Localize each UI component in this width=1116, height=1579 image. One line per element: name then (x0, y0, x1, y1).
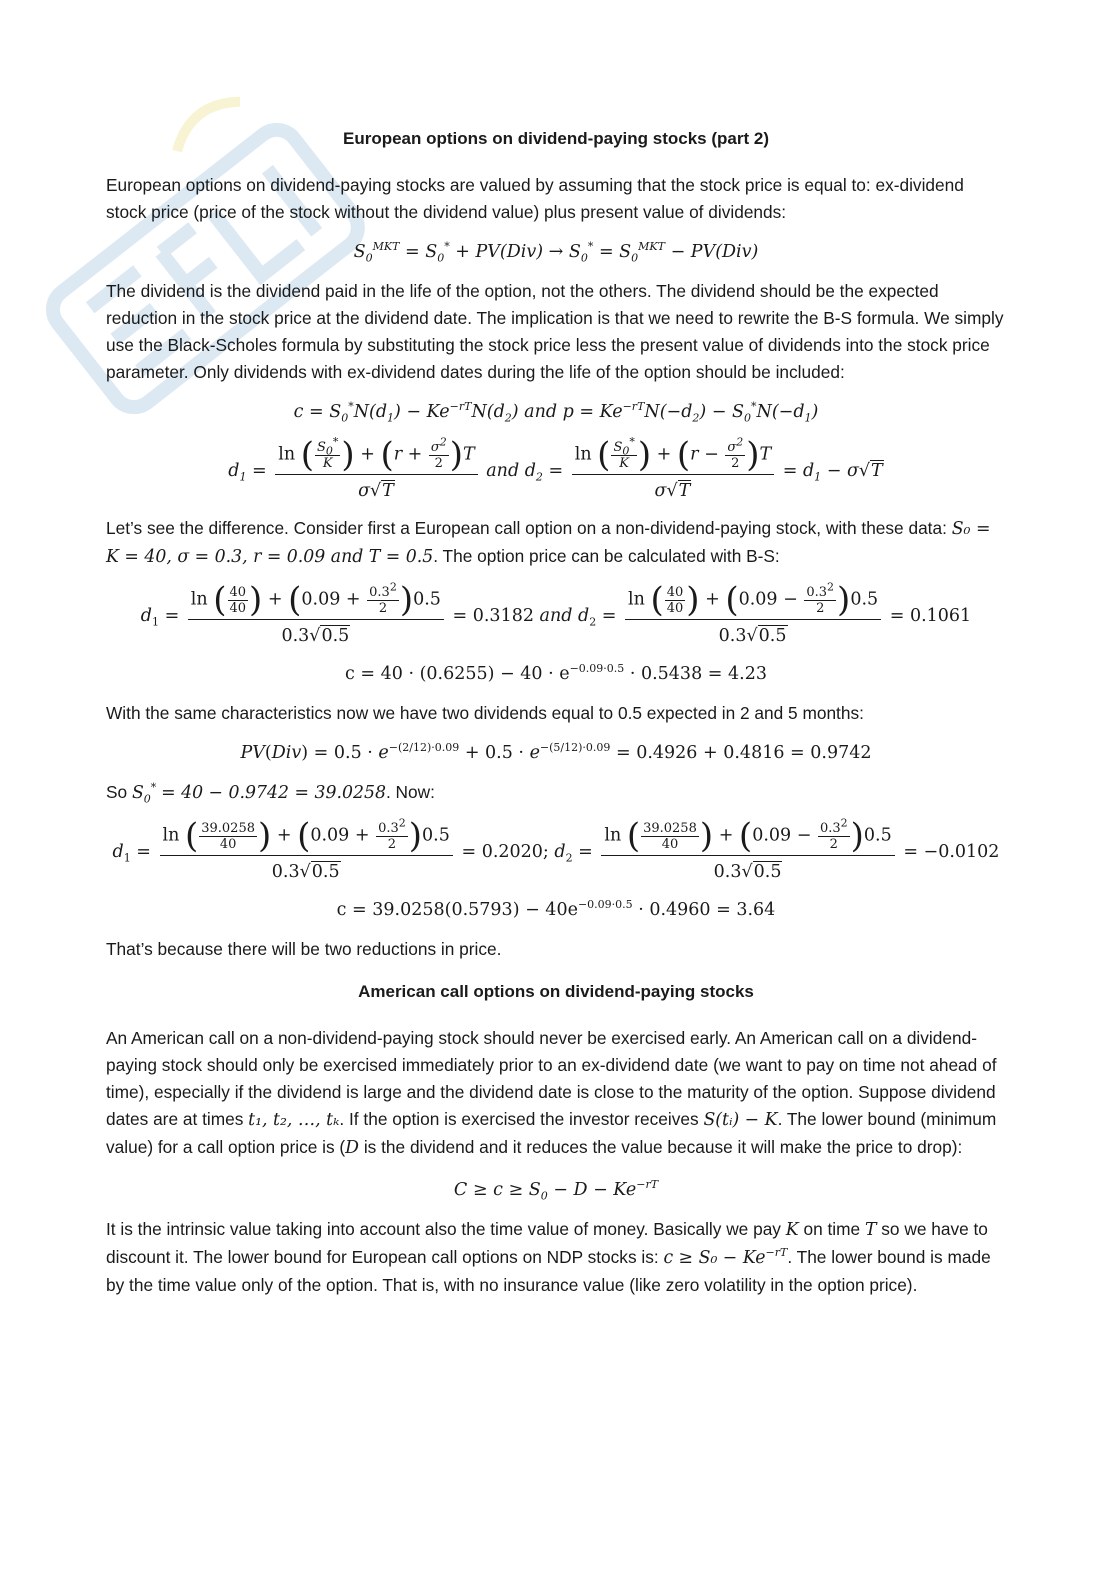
equation-pv-div: $PV(Div) = 0.5 \cdot e^{-(2/12)\cdot 0.09} + 0.5 \cdot e^{-(5/12)\cdot 0.09} = 0.4926 + 0.4816 = 0.9742$ (240, 741, 872, 763)
document-page (106, 128, 1006, 1311)
d2b-value: −0.0102 (923, 842, 1000, 862)
paragraph-intro: European options on dividend-paying stocks are valued by assuming that the stock price is equal to: ex-dividend stock price (price of the stock without the dividend value) plus present value of dividends: (106, 175, 964, 222)
paragraph-dividends-example: With the same characteristics now we have two dividends equal to 0.5 expected in 2 and 5 months: (106, 703, 864, 723)
d1-value: 0.3182 (472, 606, 534, 626)
equation-lower-bound: $C \ge c \ge S_0 - D - Ke^{-rT}$ (453, 1178, 659, 1203)
example-params: S₀ = K = 40, σ = 0.3, r = 0.09 and T = 0.5 (106, 519, 991, 567)
section-title-american: American call options on dividend-paying stocks (358, 982, 754, 1001)
section-title-european: European options on dividend-paying stocks (part 2) (343, 129, 769, 148)
paragraph-reductions: That’s because there will be two reductions in price. (106, 939, 502, 959)
paragraph-american: An American call on a non-dividend-paying stock should never be exercised early. An American call on a dividend-paying stock should only be exercised immediately prior to an ex-dividend date (we want to pay on time not ahead of time), especially if the dividend is large and the dividend date is close to the maturity of the option. Suppose dividend dates are at times t₁, t₂, …, tₖ. If the option is exercised the investor receives S(tᵢ) − K. The lower bound (minimum value) for a call option price is (D is the dividend and it reduces the value because it will make the price to drop): (106, 1028, 997, 1158)
d2-value: 0.1061 (909, 606, 972, 626)
equation-bs-prices: $c = S_0^*N(d_1) - Ke^{-rT}N(d_2)$ and $p = Ke^{-rT}N(-d_2) - S_0^*N(-d_1)$ (293, 400, 819, 425)
d1b-value: 0.2020 (481, 842, 543, 862)
equation-d1-d2-general: $d_1$ = ln ( $\frac{S_0^*}{K}$ ) + (r + $\frac{\sigma^2}{2}$ )T σ√T and $d_2$ = ln ( $\frac{S_0^*}{K}$ ) + (r − $\frac{\sigma^2}{2}$ )T σ√T = $d_1 - \sigma√T$ (228, 435, 883, 501)
equation-stock-price: $S_0^{MKT} = S_0^* + PV(Div) \to S_0^* = S_0^{MKT} - PV(Div)$ (353, 240, 759, 265)
equation-call-price-1: $c = 40 \cdot (0.6255) - 40 \cdot e^{-0.09\cdot 0.5} \cdot 0.5438 = 4.23$ (345, 662, 767, 684)
paragraph-intrinsic: It is the intrinsic value taking into account also the time value of money. Basically we pay K on time T so we have to discount it. The lower bound for European call options on NDP stocks is: $c \ge S_0 - Ke^{-rT}$. The lower bound is made by the time value only of the option. That is, with no insurance value (like zero volatility in the option price). (106, 1219, 991, 1295)
paragraph-so: So $S_0^* = 40 - 0.9742 = 39.0258$. Now: (106, 781, 435, 806)
equation-call-price-2: $c = 39.0258(0.5793) - 40e^{-0.09\cdot 0.5} \cdot 0.4960 = 3.64$ (336, 898, 776, 920)
equation-d1-d2-example: $d_1$ = ln ( $\frac{40}{40}$ ) + (0.09 + $\frac{0.3^2}{2}$ )0.5 0.3√0.5 = 0.3182 and $d_2$ = ln ( $\frac{40}{40}$ ) + (0.09 − $\frac{0.3^2}{2}$ )0.5 0.3√0.5 = 0.1061 (140, 580, 972, 646)
equation-d1-d2-dividend: $d_1$ = ln ( $\frac{39.0258}{40}$ ) + (0.09 + $\frac{0.3^2}{2}$ )0.5 0.3√0.5 = 0.2020; $d_2$ = ln ( $\frac{39.0258}{40}$ ) + (0.09 − $\frac{0.3^2}{2}$ )0.5 0.3√0.5 = −0.0102 (112, 816, 1000, 882)
paragraph-example: Let’s see the difference. Consider first a European call option on a non-dividend-paying stock, with these data: S₀ = K = 40, σ = 0.3, r = 0.09 and T = 0.5. The option price can be calculated with B-S: (106, 518, 991, 567)
paragraph-dividend: The dividend is the dividend paid in the life of the option, not the others. The dividend should be the expected reduction in the stock price at the dividend date. The implication is that we need to rewrite the B-S formula. We simply use the Black-Scholes formula by substituting the stock price less the present value of dividends into the stock price parameter. Only dividends with ex-dividend dates during the life of the option should be included: (106, 281, 1004, 382)
